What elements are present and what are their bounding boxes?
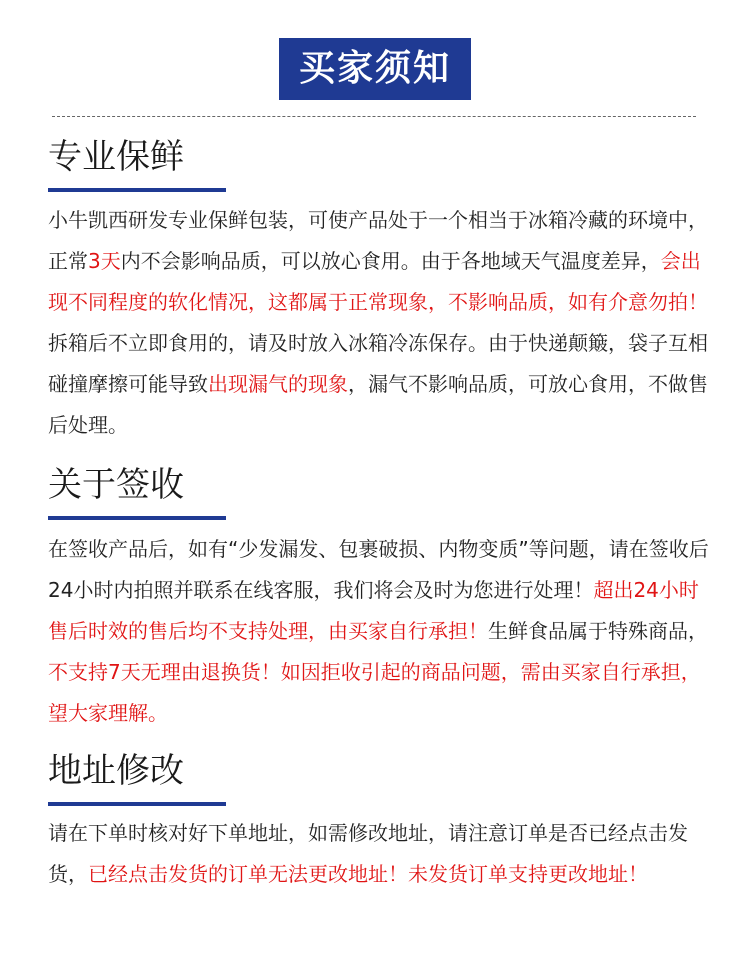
header bbox=[0, 38, 750, 100]
section-title: 地址修改 bbox=[48, 751, 184, 791]
section-title: 关于签收 bbox=[48, 465, 184, 505]
section-underline bbox=[48, 188, 226, 192]
text-segment: 在签收产品后，如有“少发漏发、包裹破损、内物变质”等问题，请在签收后24小时内拍照并联系在线客服，我们将会及时为您进行处理！ bbox=[48, 537, 709, 602]
section-receipt bbox=[48, 462, 708, 508]
text-segment: 拆箱后不立即食用的，请及时放入冰箱冷冻保存。由于快递颠簸，袋子互相碰撞摩擦可能导致 bbox=[48, 331, 708, 396]
section-body bbox=[48, 813, 710, 895]
highlight-segment: 不支持7天无理由退换货！如因拒收引起的商品问题，需由买家自行承担，望大家理解。 bbox=[48, 660, 701, 725]
text-segment: ，漏气不影响品质，可放心食用，不做售后处理。 bbox=[48, 372, 708, 437]
section-underline bbox=[48, 516, 226, 520]
highlight-segment: 出现漏气的现象 bbox=[208, 372, 348, 396]
highlight-segment: 已经点击发货的订单无法更改地址！未发货订单支持更改地址！ bbox=[88, 862, 648, 886]
text-segment: 内不会影响品质，可以放心食用。由于各地域天气温度差异， bbox=[120, 249, 661, 273]
section-underline bbox=[48, 802, 226, 806]
highlight-segment: 超出24小时售后时效的售后均不支持处理，由买家自行承担！ bbox=[48, 578, 699, 643]
section-fresh-keeping bbox=[48, 134, 708, 180]
dashed-divider bbox=[52, 116, 696, 117]
highlight-segment: 会出现不同程度的软化情况，这都属于正常现象，不影响品质，如有介意勿拍！ bbox=[48, 249, 708, 314]
text-segment: 生鲜食品属于特殊商品， bbox=[488, 619, 708, 643]
section-body bbox=[48, 529, 710, 734]
highlight-segment: 3天 bbox=[88, 249, 121, 273]
section-title: 专业保鲜 bbox=[48, 137, 184, 177]
text-segment: 请在下单时核对好下单地址，如需修改地址，请注意订单是否已经点击发货， bbox=[48, 821, 688, 886]
section-body bbox=[48, 200, 710, 446]
section-address-change bbox=[48, 748, 708, 794]
text-segment: 小牛凯西研发专业保鲜包装，可使产品处于一个相当于冰箱冷藏的环境中，正常 bbox=[48, 208, 708, 273]
page-title: 买家须知 bbox=[279, 38, 471, 100]
